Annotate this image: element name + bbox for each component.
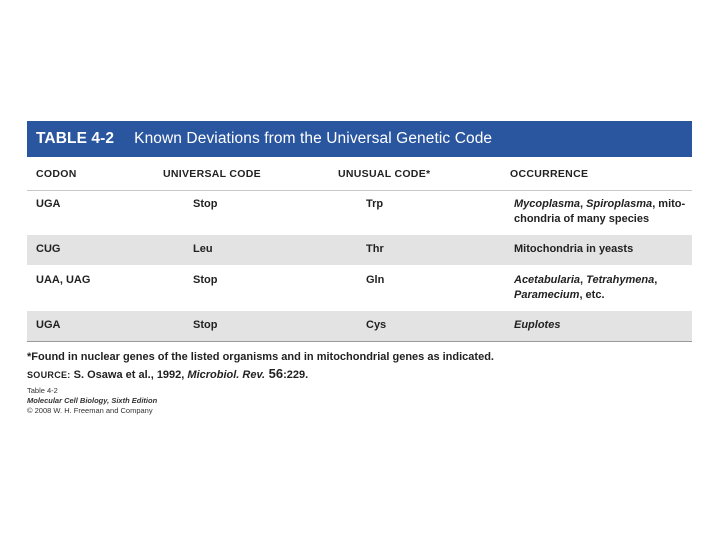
codon-cell: UGA: [36, 319, 61, 331]
source-authors: S. Osawa et al., 1992,: [70, 369, 188, 381]
occurrence-cell: Mitochondria in yeasts: [514, 243, 634, 255]
organism-name: Acetabularia: [514, 274, 581, 286]
occurrence-text: chondria of many species: [514, 213, 650, 225]
organism-name: Tetrahymena: [586, 274, 655, 286]
unusual-cell: Trp: [366, 198, 384, 210]
organism-name: Spiroplasma: [586, 198, 653, 210]
separator: ,: [580, 198, 587, 210]
header-universal-code: UNIVERSAL CODE: [163, 167, 261, 180]
table-number: TABLE 4-2: [36, 130, 115, 147]
credit-copyright: © 2008 W. H. Freeman and Company: [27, 406, 153, 415]
source-label: SOURCE:: [27, 370, 71, 380]
occurrence-cell: [510, 318, 692, 341]
figure-credit: [27, 386, 157, 416]
occurrence-cell: [510, 273, 692, 311]
header-codon: CODON: [36, 167, 77, 180]
occurrence-text: , mito-: [652, 198, 686, 210]
header-occurrence: OCCURRENCE: [510, 167, 589, 180]
table-row: [27, 235, 692, 265]
source-journal: Microbiol. Rev.: [187, 369, 266, 381]
table-footnote: *Found in nuclear genes of the listed organisms and in mitochondrial genes as indicated.: [27, 351, 494, 363]
source-pages: :229.: [283, 369, 309, 381]
universal-cell: Stop: [193, 274, 218, 286]
universal-cell: Stop: [193, 198, 218, 210]
universal-cell: Stop: [193, 319, 218, 331]
unusual-cell: Thr: [366, 243, 384, 255]
table-title: Known Deviations from the Universal Genetic Code: [134, 130, 493, 147]
codon-cell: UGA: [36, 198, 61, 210]
codon-cell: CUG: [36, 243, 61, 255]
codon-cell: UAA, UAG: [36, 274, 91, 286]
unusual-cell: Cys: [366, 319, 387, 331]
table-row: [27, 311, 692, 341]
credit-table-ref: Table 4-2: [27, 386, 58, 395]
source-citation: [27, 366, 308, 381]
separator: ,: [654, 274, 658, 286]
source-volume: 56: [265, 366, 284, 381]
organism-name: Euplotes: [514, 319, 561, 331]
occurrence-text: , etc.: [579, 289, 605, 301]
table-bottom-rule: [27, 341, 692, 342]
credit-book-title: Molecular Cell Biology, Sixth Edition: [27, 396, 158, 405]
table-title-bar: [27, 121, 692, 157]
organism-name: Mycoplasma: [514, 198, 581, 210]
genetic-code-table: [27, 121, 692, 342]
table-header-row: [27, 157, 692, 191]
universal-cell: Leu: [193, 243, 213, 255]
table-row: [27, 265, 692, 311]
unusual-cell: Gln: [366, 274, 385, 286]
table-row: [27, 191, 692, 235]
separator: ,: [580, 274, 587, 286]
header-unusual-code: UNUSUAL CODE*: [338, 167, 431, 180]
organism-name: Paramecium: [514, 289, 580, 301]
occurrence-cell: [510, 197, 692, 235]
